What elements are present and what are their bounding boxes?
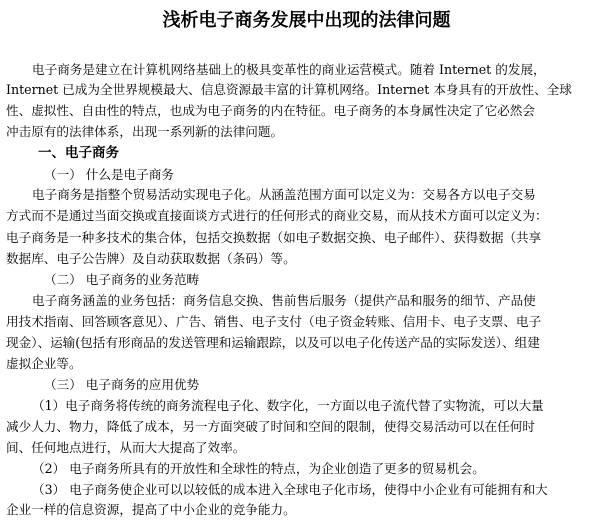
sub1-line-3: 电子商务是一种多技术的集合体，包括交换数据（如电子数据交换、电子邮件）、获得数据（共享 [6, 230, 542, 245]
sub3-line-6: 企业一样的信息资源，提高了中小企业的竞争能力。 [6, 502, 296, 517]
sub3-line-4: （2） 电子商务所具有的开放性和全球性的特点，为企业创造了更多的贸易机会。 [32, 461, 485, 476]
sub1-line-2: 方式而不是通过当面交换或直接面谈方式进行的任何形式的商业交易，而从技术方面可以定义为： [6, 208, 548, 223]
sub2-line-1: 电子商务涵盖的业务包括：商务信息交换、售前售后服务（提供产品和服务的细节、产品使 [32, 293, 536, 308]
sub3-line-2: 减少人力、物力，降低了成本，另一方面突破了时间和空间的限制，使得交易活动可以在任何时 [6, 419, 535, 434]
intro-line-1: 电子商务是建立在计算机网络基础上的极具变革性的商业运营模式。随着 Internet 的发展， [32, 62, 546, 77]
sub1-line-1: 电子商务是指整个贸易活动实现电子化。从涵盖范围方面可以定义为：交易各方以电子交易 [32, 187, 536, 202]
subsection-heading-what-is: （一） 什么是电子商务 [44, 167, 174, 182]
sub3-line-1: （1）电子商务将传统的商务流程电子化、数字化，一方面以电子流代替了实物流，可以大量 [32, 398, 544, 413]
sub3-line-3: 间、任何地点进行，从而大大提高了效率。 [6, 440, 246, 455]
section-heading-ecommerce: 一、电子商务 [38, 145, 119, 161]
intro-line-2: Internet 已成为全世界规模最大、信息资源最丰富的计算机网络。Internet 本身具有的开放性、全球 [6, 82, 572, 97]
sub2-line-3: 现金）、运输(包括有形商品的发送管理和运输跟踪，以及可以电子化传送产品的实际发送）、组建 [6, 335, 540, 350]
sub1-line-4: 数据库、电子公告牌）及自动获取数据（条码）等。 [6, 251, 296, 266]
subsection-heading-business-scope: （二） 电子商务的业务范畴 [44, 272, 200, 287]
intro-line-4: 冲击原有的法律体系，出现一系列新的法律问题。 [6, 124, 284, 139]
subsection-heading-advantages: （三） 电子商务的应用优势 [44, 377, 200, 392]
sub3-line-5: （3） 电子商务使企业可以以较低的成本进入全球电子化市场，使得中小企业有可能拥有和大 [32, 482, 548, 497]
sub2-line-4: 虚拟企业等。 [6, 356, 82, 371]
document-title: 浅析电子商务发展中出现的法律问题 [162, 10, 451, 31]
sub2-line-2: 用技术指南、回答顾客意见）、广告、销售、电子支付（电子资金转账、信用卡、电子支票、电子 [6, 314, 542, 329]
intro-line-3: 性、虚拟性、自由性的特点，也成为电子商务的内在特征。电子商务的本身属性决定了它必然会 [6, 103, 535, 118]
